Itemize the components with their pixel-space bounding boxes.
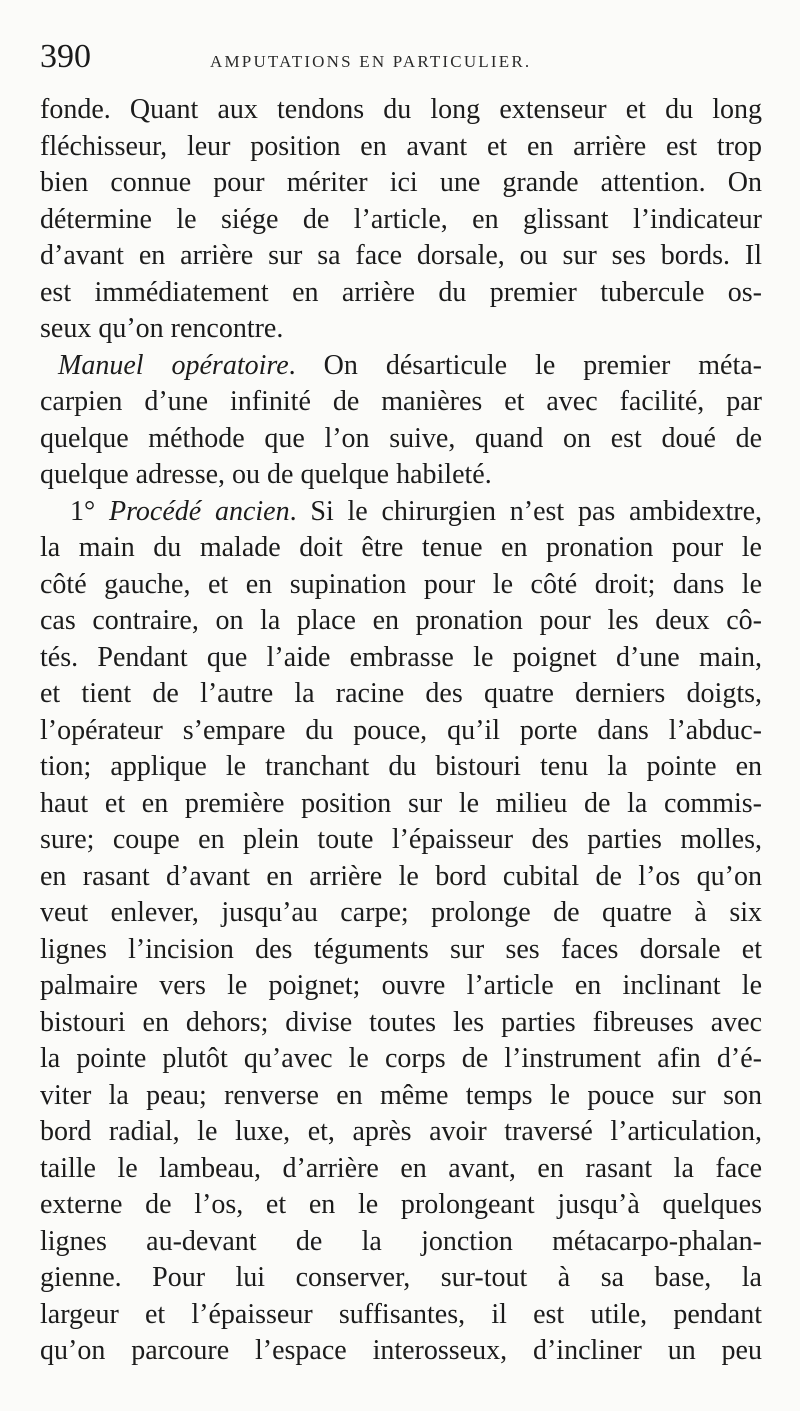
text-line — [40, 1187, 762, 1224]
line-text: détermine le siége de l’article, en glissant l’indicateur — [40, 203, 762, 235]
line-text: largeur et l’épaisseur suffisantes, il est utile, pendant — [40, 1298, 762, 1330]
line-text: lignes au-devant de la jonction métacarpo-phalan- — [40, 1225, 762, 1257]
text-line — [40, 567, 762, 604]
text-line — [40, 384, 762, 421]
line-text: palmaire vers le poignet; ouvre l’article en inclinant le — [40, 970, 762, 1001]
page-number: 390 — [40, 38, 91, 75]
text-line — [40, 603, 762, 640]
page-header — [40, 38, 760, 82]
line-text: qu’on parcoure l’espace interosseux, d’incliner un peu — [40, 1335, 762, 1366]
text-line — [40, 275, 762, 312]
paragraph-number: 1° — [70, 495, 109, 527]
line-text: quelque méthode que l’on suive, quand on est doué de — [40, 422, 762, 454]
text-line — [40, 494, 762, 531]
line-text: haut et en première position sur le milieu de la commis- — [40, 787, 762, 819]
text-line — [40, 457, 762, 494]
line-text: bord radial, le luxe, et, après avoir traversé l’articulation, — [40, 1116, 762, 1147]
line-text: carpien d’une infinité de manières et avec facilité, par — [40, 386, 762, 417]
line-text: veut enlever, jusqu’au carpe; prolonge de quatre à six — [40, 897, 762, 928]
line-text: bien connue pour mériter ici une grande attention. On — [40, 167, 762, 198]
text-line — [40, 786, 762, 823]
line-text: . On désarticule le premier méta- — [288, 349, 763, 381]
line-text: fonde. Quant aux tendons du long extenseur et du long — [40, 94, 762, 125]
text-line — [40, 859, 762, 896]
text-line — [40, 932, 762, 969]
text-line — [40, 129, 762, 166]
text-line — [40, 713, 762, 750]
line-text: lignes l’incision des téguments sur ses faces dorsale et — [40, 933, 762, 965]
text-line — [40, 822, 762, 859]
line-text: la pointe plutôt qu’avec le corps de l’instrument afin d’é- — [40, 1043, 762, 1074]
text-line — [40, 202, 762, 239]
text-line — [40, 92, 762, 129]
text-line — [40, 238, 762, 275]
italic-heading: Manuel opératoire — [58, 349, 289, 381]
text-line — [40, 1041, 762, 1078]
text-line — [40, 421, 762, 458]
text-line — [40, 1005, 762, 1042]
italic-heading: Procédé ancien — [108, 495, 290, 527]
text-line — [40, 530, 762, 567]
line-text: fléchisseur, leur position en avant et en arrière est trop — [40, 130, 762, 162]
text-line — [40, 348, 762, 385]
line-text: quelque adresse, ou de quelque habileté. — [40, 459, 492, 490]
text-line — [40, 676, 762, 713]
text-line — [40, 1151, 762, 1188]
text-line — [40, 1260, 762, 1297]
text-line — [40, 895, 762, 932]
line-text: côté gauche, et en supination pour le côté droit; dans le — [40, 568, 762, 600]
line-text: bistouri en dehors; divise toutes les parties fibreuses avec — [40, 1006, 762, 1038]
line-text: tés. Pendant que l’aide embrasse le poignet d’une main, — [40, 641, 762, 673]
line-text: . Si le chirurgien n’est pas ambidextre, — [289, 495, 762, 527]
text-line — [40, 311, 762, 348]
line-text: la main du malade doit être tenue en pronation pour le — [40, 532, 762, 563]
line-text: et tient de l’autre la racine des quatre derniers doigts, — [40, 678, 762, 709]
running-head: AMPUTATIONS EN PARTICULIER. — [210, 52, 532, 71]
text-line — [40, 1333, 762, 1370]
line-text: d’avant en arrière sur sa face dorsale, ou sur ses bords. Il — [40, 240, 762, 271]
text-line — [40, 749, 762, 786]
text-line — [40, 1078, 762, 1115]
line-text: tion; applique le tranchant du bistouri tenu la pointe en — [40, 751, 762, 782]
text-line — [40, 1114, 762, 1151]
line-text: est immédiatement en arrière du premier tubercule os- — [40, 276, 762, 308]
line-text: cas contraire, on la place en pronation pour les deux cô- — [40, 605, 762, 636]
text-line — [40, 640, 762, 677]
line-text: gienne. Pour lui conserver, sur-tout à sa base, la — [40, 1262, 762, 1293]
line-text: sure; coupe en plein toute l’épaisseur des parties molles, — [40, 824, 762, 855]
line-text: seux qu’on rencontre. — [40, 313, 284, 344]
text-line — [40, 968, 762, 1005]
line-text: externe de l’os, et en le prolongeant jusqu’à quelques — [40, 1189, 762, 1220]
line-text: taille le lambeau, d’arrière en avant, en rasant la face — [40, 1152, 762, 1184]
text-line — [40, 1297, 762, 1334]
line-text: viter la peau; renverse en même temps le pouce sur son — [40, 1079, 762, 1111]
line-text: en rasant d’avant en arrière le bord cubital de l’os qu’on — [40, 860, 762, 892]
text-line — [40, 1224, 762, 1261]
text-line — [40, 165, 762, 202]
body-text — [40, 92, 762, 1370]
line-text: l’opérateur s’empare du pouce, qu’il porte dans l’abduc- — [40, 714, 762, 746]
